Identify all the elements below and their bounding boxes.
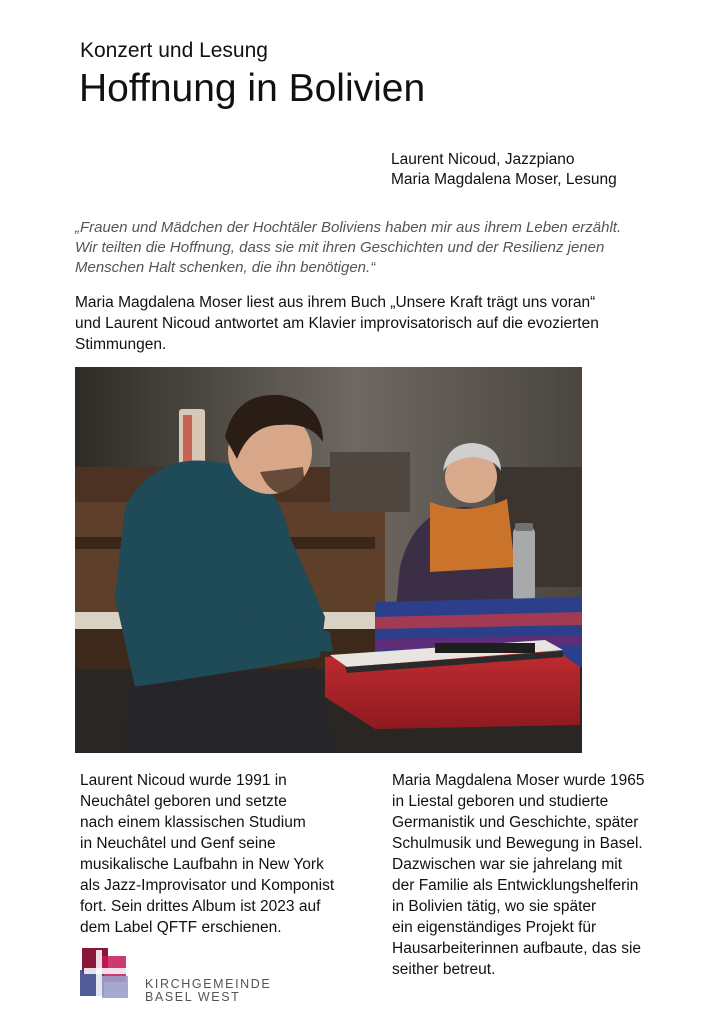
logo-line-1: KIRCHGEMEINDE — [145, 977, 272, 991]
event-title: Hoffnung in Bolivien — [79, 67, 426, 110]
electric-piano-icon — [325, 640, 580, 729]
bio-line: Maria Magdalena Moser wurde 1965 — [392, 772, 645, 789]
bio-line: musikalische Laufbahn in New York — [80, 856, 324, 873]
bio-line: Germanistik und Geschichte, später — [392, 814, 639, 831]
performer-line: Maria Magdalena Moser, Lesung — [391, 171, 617, 188]
bio-line: Dazwischen war sie jahrelang mit — [392, 856, 623, 873]
bio-maria-magdalena-moser — [392, 770, 644, 980]
bio-line: Hausarbeiterinnen aufbaute, das sie — [392, 940, 642, 957]
bio-line: fort. Sein drittes Album ist 2023 auf — [80, 898, 321, 915]
bio-laurent-nicoud — [80, 770, 334, 938]
kirchgemeinde-logo — [76, 944, 276, 1006]
logo-mark-icon — [76, 944, 134, 1002]
logo-line-2: BASEL WEST — [145, 990, 241, 1004]
performer-line: Laurent Nicoud, Jazzpiano — [391, 151, 575, 168]
bio-line: seither betreut. — [392, 961, 496, 978]
bio-line: in Bolivien tätig, wo sie später — [392, 898, 597, 915]
intro-paragraph — [75, 292, 695, 355]
quote-line: Menschen Halt schenken, die ihn benötigen.“ — [75, 259, 376, 276]
intro-line: und Laurent Nicoud antwortet am Klavier improvisatorisch auf die evozierten — [75, 315, 599, 332]
bio-line: Schulmusik und Bewegung in Basel. — [392, 835, 643, 852]
event-subtitle: Konzert und Lesung — [80, 39, 268, 62]
intro-line: Maria Magdalena Moser liest aus ihrem Buch „Unsere Kraft trägt uns voran“ — [75, 294, 596, 311]
bio-line: nach einem klassischen Studium — [80, 814, 306, 831]
bio-line: Neuchâtel geboren und setzte — [80, 793, 287, 810]
bio-line: Laurent Nicoud wurde 1991 in — [80, 772, 287, 789]
thermos-icon — [513, 523, 535, 602]
bio-line: in Neuchâtel und Genf seine — [80, 835, 276, 852]
concert-photo — [75, 367, 582, 753]
logo-wordmark — [145, 978, 271, 1004]
quote-line: Wir teilten die Hoffnung, dass sie mit ihren Geschichten und der Resilienz jenen — [75, 239, 605, 256]
intro-line: Stimmungen. — [75, 336, 167, 353]
quote-line: „Frauen und Mädchen der Hochtäler Boliviens haben mir aus ihrem Leben erzählt. — [75, 219, 622, 236]
quote — [75, 218, 675, 278]
bio-line: ein eigenständiges Projekt für — [392, 919, 597, 936]
performers-list — [391, 150, 617, 190]
bio-line: als Jazz-Improvisator und Komponist — [80, 877, 335, 894]
bio-line: dem Label QFTF erschienen. — [80, 919, 282, 936]
bio-line: in Liestal geboren und studierte — [392, 793, 609, 810]
bio-line: der Familie als Entwicklungshelferin — [392, 877, 639, 894]
